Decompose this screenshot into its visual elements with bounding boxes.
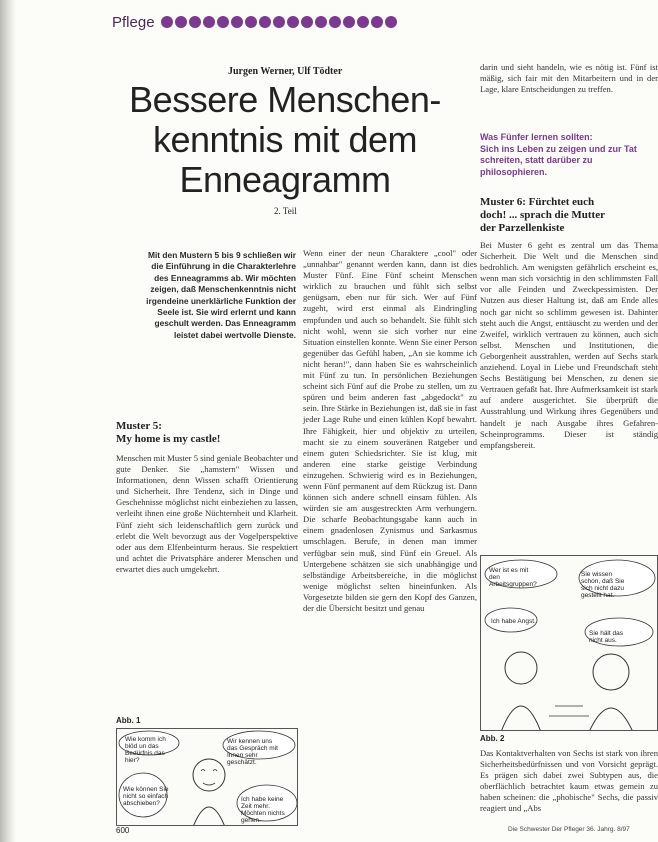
person-left-body-drawing	[501, 706, 541, 731]
header-dot	[231, 16, 243, 28]
column-3-bottom-text: Das Kontaktverhalten von Sechs ist stark von ihren Sicherheitsbedürfnissen und von Vorsicht geprägt. Es prägen sich dabei zwei Subtypen aus, die oberflächlich betrachtet kaum etwas gemein zu haben scheinen: die „phobische" Sechs, die passiv reagiert und „Abs	[480, 748, 658, 814]
person-right-body-drawing	[589, 708, 633, 731]
header-dot	[329, 16, 341, 28]
header-dot	[315, 16, 327, 28]
column-2-text: Wenn einer der neun Charaktere „cool" oder „unnahbar" genannt werden kann, dann ist dies Muster Fünf. Eine Fünf scheint Menschen wirklich zu brauchen und fühlt sich selbst genügsam, eben nur für sich. Wer auf Fünf zugeht, wird erst einmal als Eindringling empfunden und auch so behandelt. Sie fühlt sich nicht wohl, wenn sie sich vorher nur eine Situation einstellen konnte. Wenn Sie einer Person gegenüber das Gefühl haben, „An sie komme ich nicht heran!", dann haben Sie es wahrscheinlich mit Fünf zu tun. In persönlichen Beziehungen scheint sich Fünf auf die Probe zu stellen, um zu spüren und beim anderen fast „abgedockt" zu sein. Ihre Stärke in Beziehungen ist, daß sie in fast jeder Lage Ruhe und einen kühlen Kopf bewahrt. Ihre Fähigkeit, hier und objektiv zu urteilen, macht sie zu einem souveränen Ratgeber und einem guten Schiedsrichter. Sie ist klug, mit anderen eine starke geistige Verbindung einzugehen. Schwierig wird es in Beziehungen, wenn Fünf permanent auf dem Rückzug ist. Dann können sich andere schnell einsam fühlen. Als würden sie am ausgestreckten Arm verhungern. Die scharfe Beobachtungsgabe kann auch in einem gnadenlosen Zynismus und Sarkasmus umschlagen. Berufe, in denen man immer verfügbar sein muß, sind Fünf ein Greuel. Als Untergebene schätzen sie sich unabhängige und selbständige Arbeitsbereiche, in die möglichst wenige möglichst selten hineinfunken. Als Vorgesetzte bilden sie gern den Kopf des Ganzen, der die Übersicht besitzt und genau	[303, 248, 477, 613]
bubble-text: Wir kennen uns das Gespräch mit Ihnen sehr geschätzt.	[227, 738, 278, 766]
header-dot	[161, 16, 173, 28]
bubble-text: Wer ist es mit den Arbeitsgruppen?	[489, 567, 537, 588]
column-3-text: Bei Muster 6 geht es zentral um das Thema Sicherheit. Die Welt und die Menschen sind bedrohlich. Am wenigsten gefährlich erscheint es, wenn man sich vorsichtig in den schlimmsten Fall vor alle Feinden und Zweckpessimisten. Der Nutzen aus dieser Haltung ist, daß am Ende alles noch gar nicht so schlimm gewesen ist. Dahinter steht auch die Angst, enttäuscht zu werden und der Zweifel, wirklich vertrauen zu können, auch sich selbst. Menschen und Institutionen, die Geborgenheit ausstrahlen, werden auf Sechs stark anziehend. Loyal in Liebe und Freundschaft steht Sechs Bestätigung bei Menschen, zu denen sie Vertrauen gefaßt hat. Ihre Aufmerksamkeit ist stark auf andere ausgerichtet. Sie überprüft die Ausstrahlung und Wirkung ihres Gegenübers und handelt je nach Ausgabe ihres Gefahren-Scheinprogramms. Dieser ist ständig empfangsbereit.	[480, 240, 658, 450]
column-1-text: Menschen mit Muster 5 sind geniale Beobachter und gute Denker. Sie „hamstern" Wissen und Informationen, denn Wissen schafft Orientierung und Sicherheit. Ihre Tendenz, sich in Dinge und Geschehnisse möglichst nicht einbeziehen zu lassen, verleiht ihnen eine große Nüchternheit und Klarheit. Fünf zieht sich leidenschaftlich gern zurück und erlebt die Welt bevorzugt aus der Vogelperspektive oder aus dem Elfenbeinturm heraus. Sie respektiert und achtet die Privatsphäre anderer Menschen und erwartet dies auch umgekehrt.	[116, 453, 298, 574]
figure-2-caption: Abb. 2	[480, 734, 505, 743]
header-dot	[287, 16, 299, 28]
article-part: 2. Teil	[274, 206, 297, 216]
bubble-text: Ich habe Angst.	[491, 618, 536, 625]
article-title	[126, 80, 444, 200]
section-header	[112, 8, 397, 36]
muster6-heading-line-3: der Parzellenkiste	[480, 222, 565, 234]
pull-quote-heading: Was Fünfer lernen sollten:	[480, 132, 593, 142]
header-dot	[203, 16, 215, 28]
person-body-drawing	[193, 807, 225, 826]
muster6-heading-line-2: doch! ... sprach die Mutter	[480, 209, 605, 221]
figure-1-cartoon	[116, 728, 298, 826]
figure-1-caption: Abb. 1	[116, 716, 141, 725]
header-dot	[357, 16, 369, 28]
header-dot	[189, 16, 201, 28]
header-dot	[385, 16, 397, 28]
section-title: Pflege	[112, 13, 155, 31]
muster5-heading-line-1: Muster 5:	[116, 420, 162, 432]
person-left-head-drawing	[505, 652, 537, 684]
article-authors: Jurgen Werner, Ulf Tödter	[228, 66, 343, 77]
header-dot	[273, 16, 285, 28]
article-lead: Mit den Mustern 5 bis 9 schließen wir die Einführung in die Charakterlehre des Enneagramms ab. Wir möchten zeigen, daß Menschenkenntnis nicht irgendeine unerklärliche Funktion der Seele ist. Sie wird erlernt und kann geschult werden. Das Enneagramm leistet dabei wertvolle Dienste.	[146, 250, 296, 340]
title-line-1: Bessere Menschen-	[129, 79, 441, 120]
footer-source: Die Schwester Der Pfleger 36. Jahrg. 8/97	[508, 826, 630, 833]
header-dot	[259, 16, 271, 28]
muster6-heading	[480, 196, 658, 235]
cartoon-1-drawing	[117, 729, 298, 826]
bubble-text: Sie hält das nicht aus.	[589, 630, 623, 644]
person-face-drawing	[201, 770, 217, 786]
title-line-2: kenntnis mit dem	[152, 119, 418, 160]
header-dot	[343, 16, 355, 28]
header-dot	[245, 16, 257, 28]
page-number: 600	[116, 826, 130, 835]
column-3-top-text: darin und sieht handeln, wie es nötig ist. Fünf ist mäßig, sich fair mit den Mitarbeitern und in der Lage, klare Entscheidungen zu treffen.	[480, 62, 658, 95]
bubble-text: Sie wissen schon, daß Sie sich nicht dazu gestellt hat.	[581, 571, 625, 599]
bubble-text: Ich habe keine Zeit mehr. Möchten nichts gehen.	[241, 796, 285, 824]
title-line-3: Enneagramm	[179, 159, 391, 200]
muster6-heading-line-1: Muster 6: Fürchtet euch	[480, 196, 595, 208]
pull-quote	[480, 132, 658, 178]
figure-2-cartoon	[480, 555, 658, 731]
bubble-text: Wie können Sie nicht so einfach abschieben?	[123, 786, 169, 807]
header-dot	[371, 16, 383, 28]
header-dot	[217, 16, 229, 28]
header-dot	[301, 16, 313, 28]
person-head-drawing	[193, 759, 225, 791]
decorative-dots	[161, 16, 397, 28]
page-binding-shadow	[0, 0, 16, 842]
person-right-head-drawing	[593, 654, 629, 690]
cartoon-2-drawing	[481, 556, 658, 731]
bubble-text: Wie komm ich blöd un das Bedürfnis das hier?	[125, 736, 166, 764]
muster5-heading-line-2: My home is my castle!	[116, 433, 221, 445]
table-drawing	[549, 706, 589, 716]
muster5-heading	[116, 420, 286, 446]
header-dot	[175, 16, 187, 28]
pull-quote-text: Sich ins Leben zu zeigen und zur Tat schreiten, statt darüber zu philosophieren.	[480, 143, 637, 177]
